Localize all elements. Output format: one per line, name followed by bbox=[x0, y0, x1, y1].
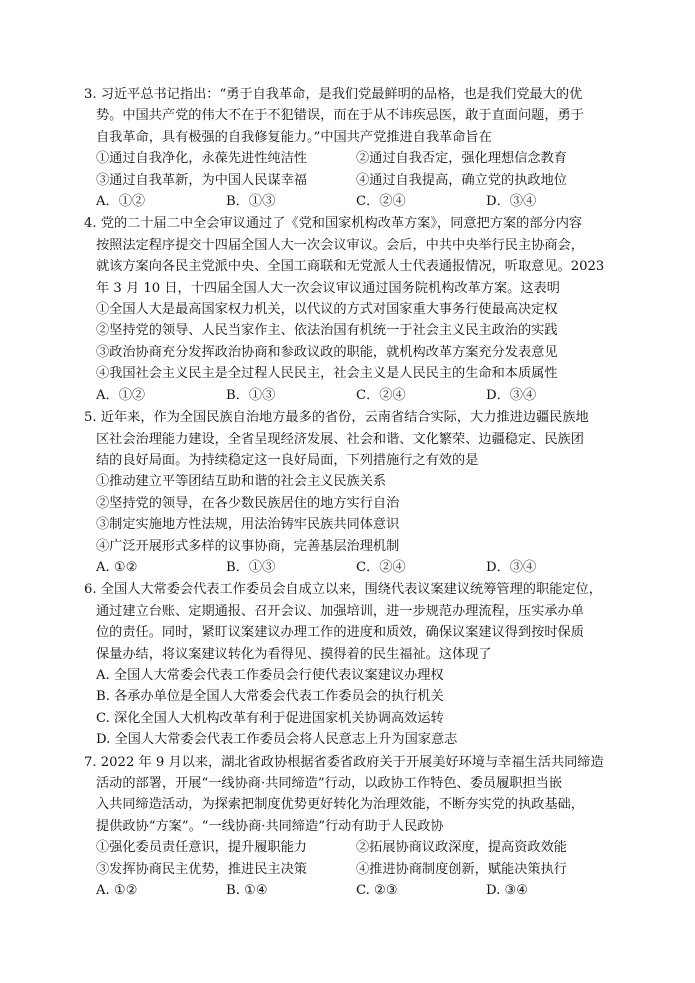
stem-line: 按照法定程序提交十四届全国人大一次会议审议。会后，中共中央举行民主协商会， bbox=[96, 237, 584, 253]
stem-line: 势。中国共产党的伟大不在于不犯错误，而在于从不讳疾忌医，敢于直面问题，勇于 bbox=[96, 108, 584, 124]
statement-3: ③政治协商充分发挥政治协商和参政议政的职能，就机构改革方案充分发表意见 bbox=[96, 344, 558, 360]
question-4 bbox=[84, 213, 616, 406]
stem-line: 提供政协“方案”。“一线协商·共同缔造”行动有助于人民政协 bbox=[96, 818, 444, 834]
stem-line: 保量办结，将议案建议转化为看得见、摸得着的民生福祉。这体现了 bbox=[96, 646, 492, 662]
choice-c: C. ②③ bbox=[356, 883, 398, 899]
stem-line: 年 3 月 10 日，十四届全国人大一次会议审议通过国务院机构改革方案。这表明 bbox=[96, 280, 560, 296]
question-7 bbox=[84, 752, 616, 902]
answer-choices bbox=[96, 557, 616, 578]
statement-1: ①强化委员责任意识，提升履职能力 bbox=[96, 840, 307, 856]
stem-line: 7. 2022 年 9 月以来，湖北省政协根据省委省政府关于开展美好环境与幸福生活共同缔造 bbox=[84, 754, 604, 770]
stem-line: 入共同缔造活动，为探索把制度优势更好转化为治理效能，不断夯实党的执政基础， bbox=[96, 797, 584, 813]
choice-a: A．①② bbox=[96, 387, 146, 403]
stem-line: 活动的部署，开展“一线协商·共同缔造”行动，以政协工作特色、委员履职担当嵌 bbox=[96, 776, 563, 791]
choice-b: B. 各承办单位是全国人大常委会代表工作委员会的执行机关 bbox=[96, 689, 444, 705]
question-4-stem bbox=[84, 213, 616, 299]
choice-a: A．①② bbox=[96, 194, 146, 210]
answer-choices bbox=[96, 385, 616, 406]
stem-line: 区社会治理能力建设，全省呈现经济发展、社会和谐、文化繁荣、边疆稳定、民族团 bbox=[96, 431, 584, 447]
statement-4: ④推进协商制度创新，赋能决策执行 bbox=[356, 861, 567, 877]
stem-line: 位的责任。同时，紧盯议案建议办理工作的进度和质效，确保议案建议得到按时保质 bbox=[96, 625, 584, 641]
question-3-stem bbox=[84, 84, 616, 148]
statement-3: ③制定实施地方性法规，用法治铸牢民族共同体意识 bbox=[96, 517, 400, 533]
choice-a: A. 全国人大常委会代表工作委员会行使代表议案建议办理权 bbox=[96, 667, 444, 683]
statement-4: ④通过自我提高，确立党的执政地位 bbox=[356, 172, 567, 188]
stem-line: 结的良好局面。为持续稳定这一良好局面，下列措施行之有效的是 bbox=[96, 452, 479, 468]
statement-1: ①通过自我净化，永葆先进性纯洁性 bbox=[96, 151, 307, 167]
statement-2: ②坚持党的领导，在各少数民族居住的地方实行自治 bbox=[96, 495, 400, 511]
statement-4: ④广泛开展形式多样的议事协商，完善基层治理机制 bbox=[96, 538, 400, 554]
choice-b: B．①③ bbox=[226, 559, 276, 575]
question-3 bbox=[84, 84, 616, 212]
choice-c: C. 深化全国人大机构改革有利于促进国家机关协调高效运转 bbox=[96, 710, 444, 726]
question-5-stem bbox=[84, 407, 616, 471]
stem-line: 4. 党的二十届二中全会审议通过了《党和国家机构改革方案》，同意把方案的部分内容 bbox=[84, 216, 583, 232]
statement-1: ①全国人大是最高国家权力机关，以代议的方式对国家重大事务行使最高决定权 bbox=[96, 302, 558, 318]
question-6 bbox=[84, 579, 616, 750]
statement-row bbox=[96, 859, 616, 880]
choice-d: D. ③④ bbox=[486, 883, 529, 899]
choice-a: A. ①② bbox=[96, 559, 138, 575]
stem-line: 就该方案向各民主党派中央、全国工商联和无党派人士代表通报情况，听取意见。2023 bbox=[96, 259, 605, 275]
choice-b: B．①③ bbox=[226, 194, 276, 210]
choice-c: C．②④ bbox=[356, 194, 406, 210]
choice-d: D．③④ bbox=[486, 387, 537, 403]
stem-line: 6. 全国人大常委会代表工作委员会自成立以来，围绕代表议案建议统筹管理的职能定位， bbox=[84, 582, 602, 598]
stem-line: 自我革命，具有极强的自我修复能力。”中国共产党推进自我革命旨在 bbox=[96, 129, 492, 145]
statement-2: ②通过自我否定，强化理想信念教育 bbox=[356, 151, 567, 167]
choice-b: B. ①④ bbox=[226, 883, 268, 899]
statement-3: ③通过自我革新，为中国人民谋幸福 bbox=[96, 172, 307, 188]
statement-1: ①推动建立平等团结互助和谐的社会主义民族关系 bbox=[96, 474, 387, 490]
answer-choices bbox=[96, 880, 616, 901]
statement-2: ②拓展协商议政深度，提高资政效能 bbox=[356, 840, 567, 856]
choice-d: D．③④ bbox=[486, 559, 537, 575]
exam-page bbox=[84, 84, 616, 901]
choice-a: A. ①② bbox=[96, 883, 138, 899]
statement-row bbox=[96, 170, 616, 191]
answer-choices bbox=[96, 191, 616, 212]
statement-3: ③发挥协商民主优势，推进民主决策 bbox=[96, 861, 307, 877]
question-6-stem bbox=[84, 579, 616, 665]
statement-2: ②坚持党的领导、人民当家作主、依法治国有机统一于社会主义民主政治的实践 bbox=[96, 323, 558, 339]
choice-c: C．②④ bbox=[356, 559, 406, 575]
choice-b: B．①③ bbox=[226, 387, 276, 403]
statement-4: ④我国社会主义民主是全过程人民民主，社会主义是人民民主的生命和本质属性 bbox=[96, 366, 558, 382]
stem-line: 5. 近年来，作为全国民族自治地方最多的省份，云南省结合实际，大力推进边疆民族地 bbox=[84, 410, 589, 426]
choice-d: D. 全国人大常委会代表工作委员会将人民意志上升为国家意志 bbox=[96, 732, 458, 748]
stem-line: 通过建立台账、定期通报、召开会议、加强培训，进一步规范办理流程，压实承办单 bbox=[96, 603, 584, 619]
choice-c: C．②④ bbox=[356, 387, 406, 403]
statement-row bbox=[96, 148, 616, 169]
stem-line: 3. 习近平总书记指出：“勇于自我革命，是我们党最鲜明的品格，也是我们党最大的优 bbox=[84, 87, 583, 102]
choice-d: D．③④ bbox=[486, 194, 537, 210]
question-5 bbox=[84, 407, 616, 578]
statement-row bbox=[96, 837, 616, 858]
question-7-stem bbox=[84, 752, 616, 838]
